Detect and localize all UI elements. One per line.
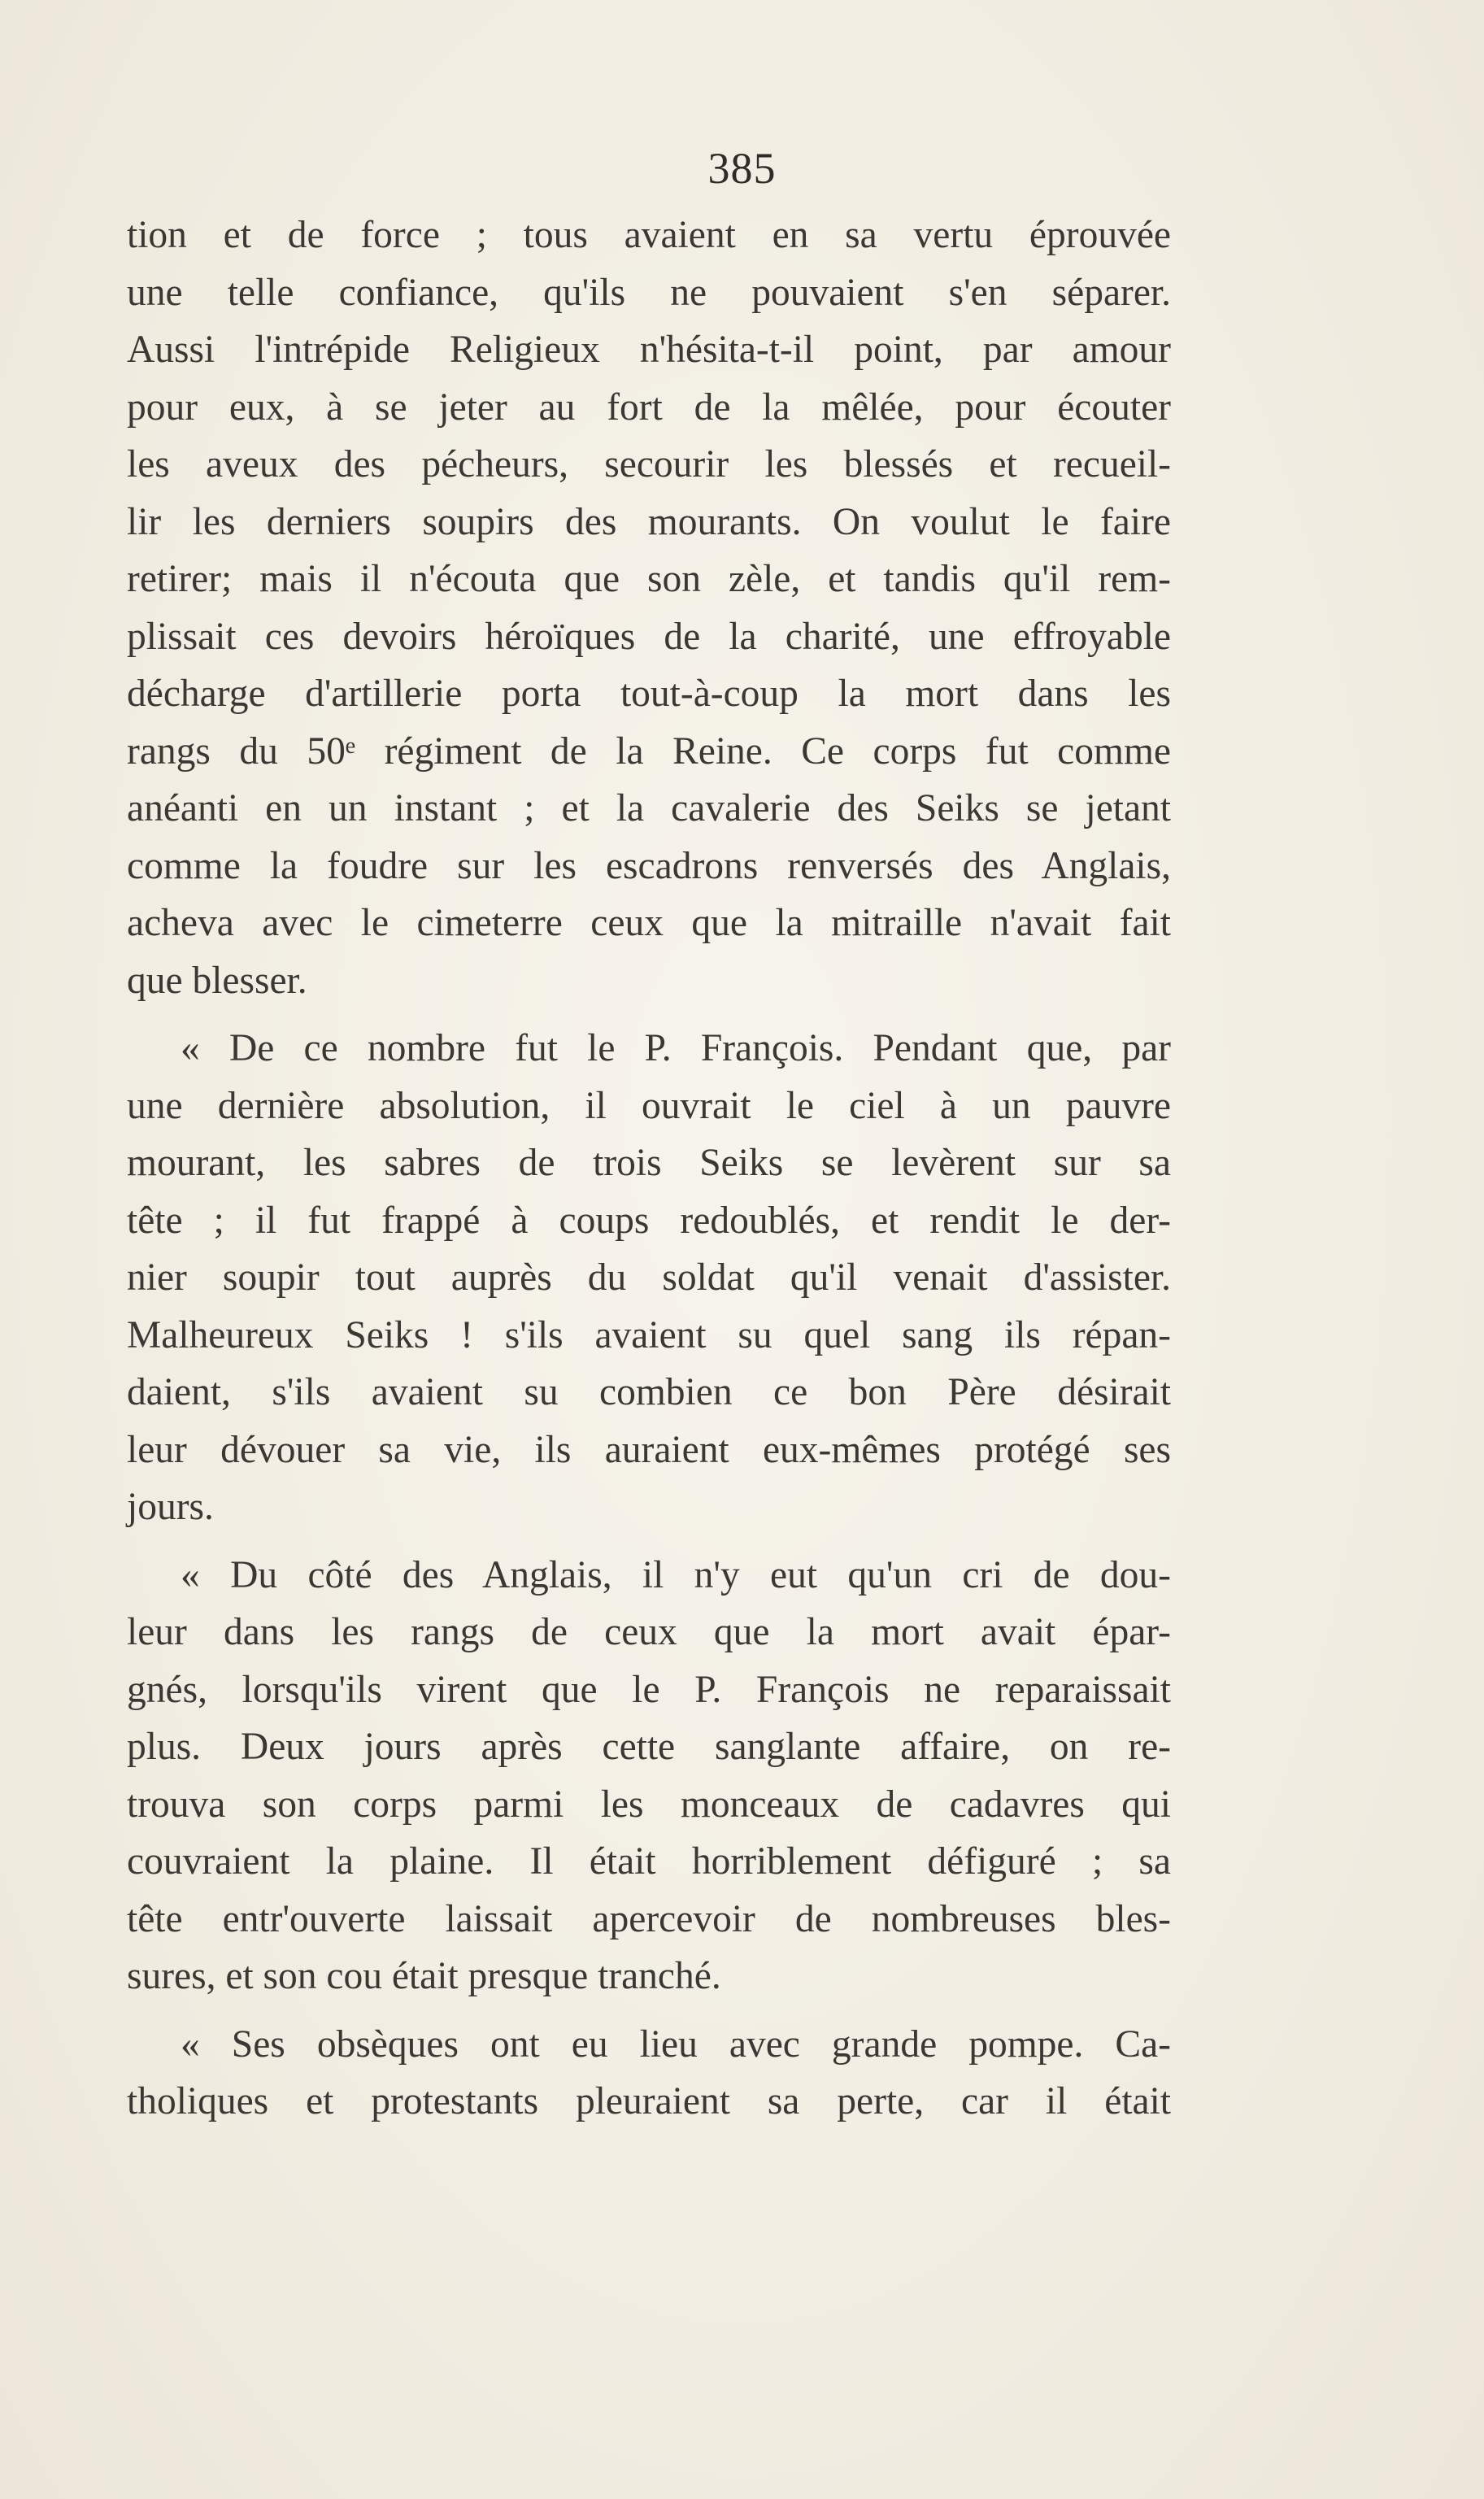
text-line: « De ce nombre fut le P. François. Pendant que, par: [181, 1027, 1171, 1069]
paragraph: [127, 2016, 1171, 2131]
paragraph: [127, 1020, 1171, 1536]
paragraph: [127, 207, 1171, 1009]
text-line: lir les derniers soupirs des mourants. On voulut le faire: [127, 500, 1171, 543]
text-line: rangs du 50ᵉ régiment de la Reine. Ce corps fut comme: [127, 729, 1171, 773]
text-line: « Ses obsèques ont eu lieu avec grande pompe. Ca-: [181, 2022, 1171, 2066]
text-line: « Du côté des Anglais, il n'y eut qu'un cri de dou-: [181, 1553, 1171, 1596]
text-line: nier soupir tout auprès du soldat qu'il venait d'assister.: [127, 1256, 1171, 1299]
text-line: couvraient la plaine. Il était horriblement défiguré ; sa: [127, 1840, 1171, 1883]
text-line: pour eux, à se jeter au fort de la mêlée, pour écouter: [127, 385, 1171, 429]
text-line: tion et de force ; tous avaient en sa vertu éprouvée: [127, 214, 1171, 256]
text-line: que blesser.: [127, 959, 307, 1002]
text-line: tête ; il fut frappé à coups redoublés, et rendit le der-: [127, 1199, 1171, 1242]
text-line: retirer; mais il n'écouta que son zèle, et tandis qu'il rem-: [127, 558, 1171, 600]
text-line: tholiques et protestants pleuraient sa perte, car il était: [127, 2080, 1171, 2122]
text-line: une dernière absolution, il ouvrait le ciel à un pauvre: [127, 1084, 1171, 1127]
text-line: leur dévouer sa vie, ils auraient eux-mêmes protégé ses: [127, 1428, 1171, 1471]
text-line: jours.: [127, 1486, 214, 1528]
text-line: tête entr'ouverte laissait apercevoir de nombreuses bles-: [127, 1897, 1171, 1940]
text-line: leur dans les rangs de ceux que la mort avait épar-: [127, 1611, 1171, 1653]
text-line: acheva avec le cimeterre ceux que la mitraille n'avait fait: [127, 902, 1171, 944]
text-line: trouva son corps parmi les monceaux de cadavres qui: [127, 1783, 1171, 1826]
text-line: anéanti en un instant ; et la cavalerie des Seiks se jetant: [127, 787, 1171, 829]
text-line: décharge d'artillerie porta tout-à-coup la mort dans les: [127, 673, 1171, 715]
paragraph: [127, 1547, 1171, 2005]
page-number: 385: [707, 144, 777, 193]
text-line: daient, s'ils avaient su combien ce bon Père désirait: [127, 1371, 1171, 1413]
text-line: plus. Deux jours après cette sanglante affaire, on re-: [127, 1726, 1171, 1768]
text-line: gnés, lorsqu'ils virent que le P. François ne reparaissait: [127, 1668, 1171, 1711]
text-line: plissait ces devoirs héroïques de la charité, une effroyable: [127, 615, 1171, 658]
body-text: [127, 207, 1171, 2141]
text-line: une telle confiance, qu'ils ne pouvaient s'en séparer.: [127, 271, 1171, 314]
text-line: Aussi l'intrépide Religieux n'hésita-t-il point, par amour: [127, 329, 1171, 371]
text-line: sures, et son cou était presque tranché.: [127, 1955, 721, 1997]
text-line: comme la foudre sur les escadrons renversés des Anglais,: [127, 844, 1171, 887]
text-line: mourant, les sabres de trois Seiks se levèrent sur sa: [127, 1142, 1171, 1184]
text-line: Malheureux Seiks ! s'ils avaient su quel sang ils répan-: [127, 1313, 1171, 1356]
text-line: les aveux des pécheurs, secourir les blessés et recueil-: [127, 443, 1171, 485]
